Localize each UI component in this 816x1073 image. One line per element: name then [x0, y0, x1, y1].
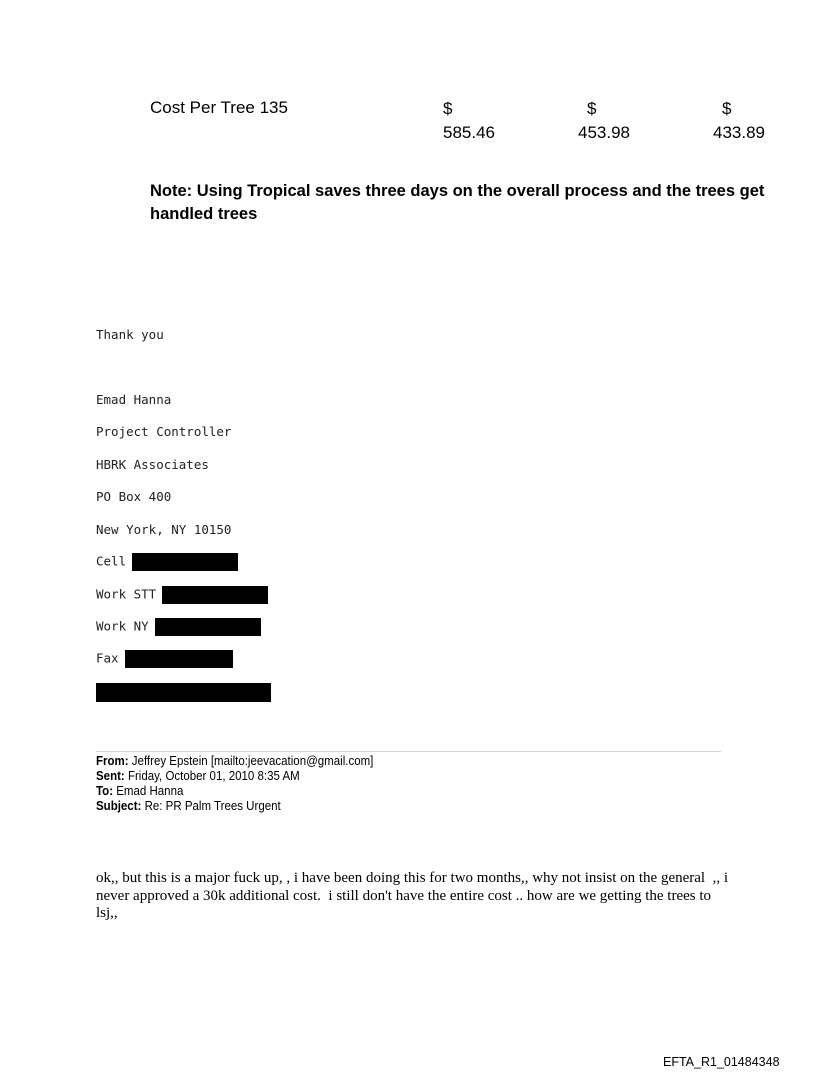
email-header	[96, 754, 373, 814]
to-line	[96, 784, 373, 799]
email-body: ok,, but this is a major fuck up, , i have been doing this for two months,, why not insist on the general ,, i never approved a 30k additional cost. i still don't have the entire cost .. how are we getting the trees to lsj,,	[96, 870, 732, 921]
redaction-bar	[96, 683, 271, 702]
sent-line	[96, 769, 373, 784]
work-ny-line	[96, 618, 261, 636]
cost-column-3	[713, 97, 765, 145]
fax-line	[96, 650, 233, 668]
header-divider	[96, 751, 721, 752]
closing-text: Thank you	[96, 327, 164, 342]
signature-city: New York, NY 10150	[96, 522, 232, 537]
work-ny-label: Work NY	[96, 618, 149, 634]
cost-column-2	[578, 97, 630, 145]
currency-symbol: $	[587, 99, 597, 118]
sent-value: Friday, October 01, 2010 8:35 AM	[127, 769, 300, 783]
document-id: EFTA_R1_01484348	[663, 1055, 780, 1069]
redaction-bar	[162, 586, 268, 604]
cell-line	[96, 553, 238, 571]
work-stt-line	[96, 586, 268, 604]
currency-symbol: $	[722, 99, 732, 118]
cost-per-tree-label: Cost Per Tree 135	[150, 98, 288, 117]
subject-value: Re: PR Palm Trees Urgent	[144, 799, 281, 813]
currency-symbol: $	[443, 99, 453, 118]
signature-po-box: PO Box 400	[96, 489, 172, 504]
fax-label: Fax	[96, 650, 119, 666]
from-line	[96, 754, 373, 769]
work-stt-label: Work STT	[96, 586, 157, 602]
signature-title: Project Controller	[96, 424, 232, 439]
cost-amount: 453.98	[578, 123, 630, 142]
from-label: From:	[96, 754, 129, 768]
redaction-bar	[155, 618, 261, 636]
note-text: Note: Using Tropical saves three days on the overall process and the trees get handled trees	[150, 182, 765, 223]
sent-label: Sent:	[96, 769, 125, 783]
signature-company: HBRK Associates	[96, 457, 209, 472]
from-value: Jeffrey Epstein [mailto:jeevacation@gmail.com]	[131, 754, 374, 768]
cost-column-1	[443, 97, 495, 145]
to-label: To:	[96, 784, 114, 798]
cost-amount: 585.46	[443, 123, 495, 142]
redaction-bar	[125, 650, 233, 668]
subject-label: Subject:	[96, 799, 142, 813]
cell-label: Cell	[96, 553, 127, 569]
subject-line	[96, 799, 373, 814]
cost-amount: 433.89	[713, 123, 765, 142]
to-value: Emad Hanna	[116, 784, 184, 798]
redaction-bar	[132, 553, 238, 571]
signature-name: Emad Hanna	[96, 392, 172, 407]
